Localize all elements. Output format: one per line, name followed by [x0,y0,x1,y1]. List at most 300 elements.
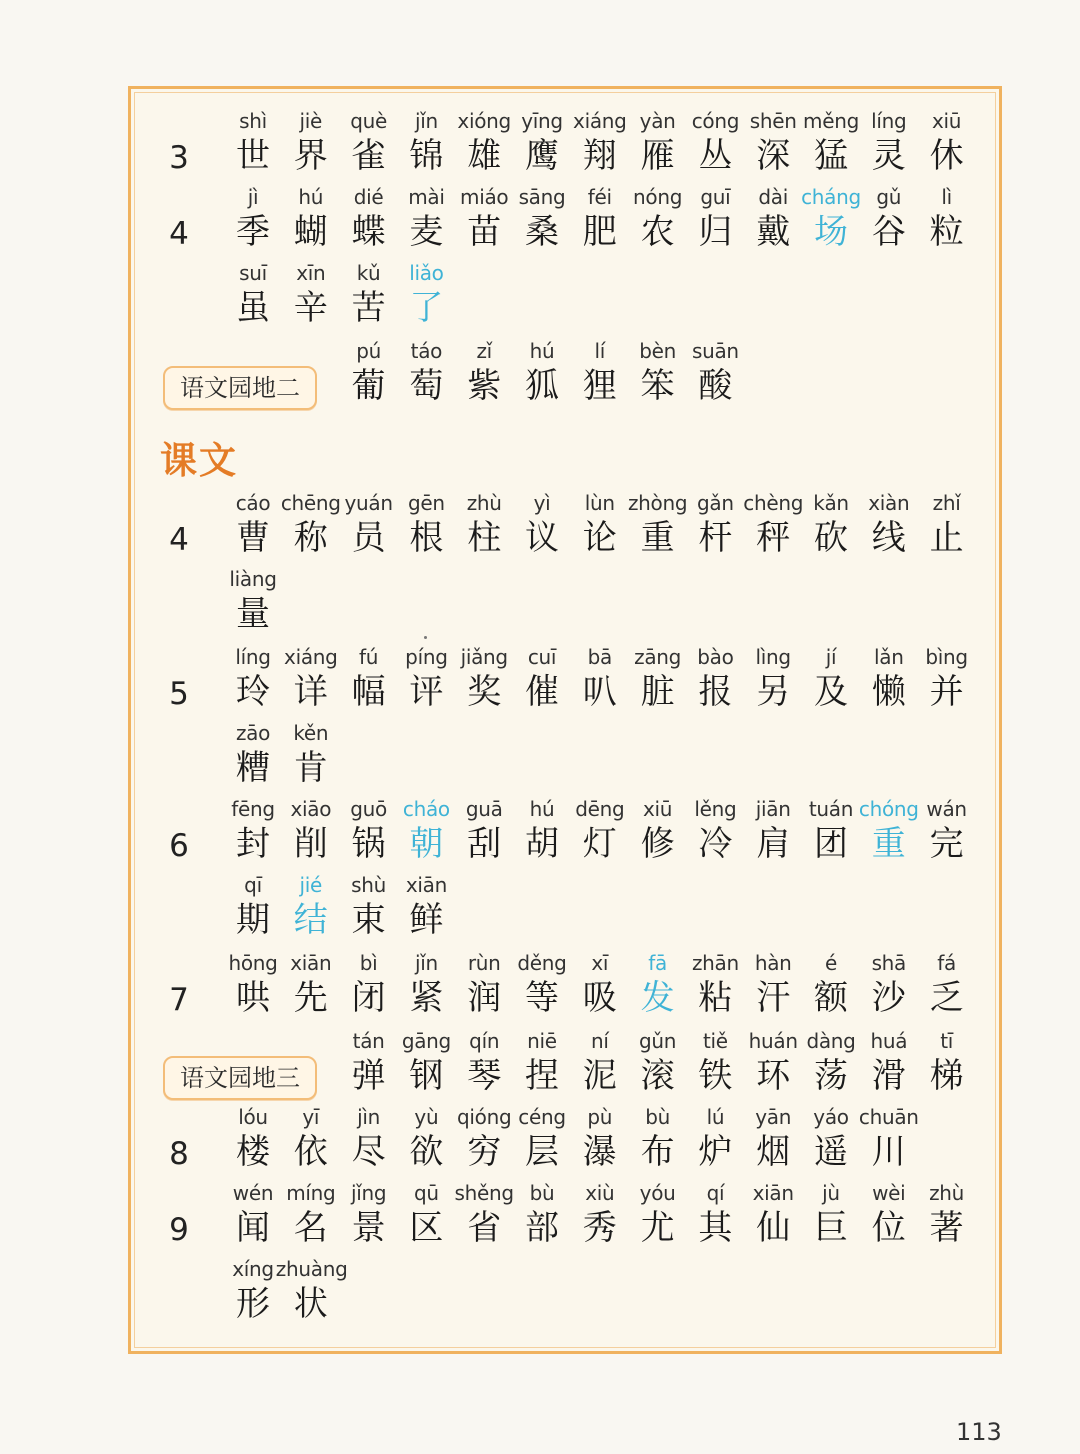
pinyin: měng [803,109,859,133]
hanzi: 额 [814,978,848,1018]
char-cell [854,1104,924,1174]
hanzi: 世 [236,136,270,176]
pinyin: nóng [633,185,683,209]
char-cell [391,872,461,942]
garden-tag: 语文园地二 [163,366,317,410]
hanzi: 先 [293,978,328,1018]
hanzi: 乏 [929,978,964,1018]
hanzi: 蝶 [351,212,386,252]
section-line [0,108,1080,184]
hanzi: 季 [236,212,270,252]
pinyin: qióng [457,1105,512,1129]
hanzi: 苦 [351,288,386,328]
hanzi: 称 [293,518,328,558]
hanzi: 翔 [582,136,617,176]
pinyin: xiū [643,797,673,821]
hanzi: 层 [525,1132,559,1172]
hanzi: 欲 [409,1132,444,1172]
pinyin: děng [517,951,567,975]
hanzi: 紧 [409,978,444,1018]
pinyin: niē [527,1029,557,1053]
pinyin: bù [529,1181,555,1205]
hanzi: 报 [698,672,733,712]
section-line [0,1180,1080,1256]
hanzi: 名 [293,1208,328,1248]
lesson-number: 5 [169,676,189,712]
pinyin: xiān [405,873,447,897]
section-line [0,338,1080,414]
garden-tag: 语文园地三 [163,1056,317,1100]
section-heading: 课文 [160,438,238,482]
hanzi: 奖 [467,672,502,712]
pinyin: xiáng [284,645,338,669]
hanzi: 并 [929,672,964,712]
char-cell [391,260,461,330]
char-cell [912,1028,982,1098]
pinyin: lóu [238,1105,268,1129]
pinyin: xiāo [290,797,332,821]
pinyin: rùn [467,951,501,975]
lesson-number: 4 [169,522,189,558]
hanzi: 叭 [582,672,617,712]
hanzi: 发 [640,978,675,1018]
pinyin: wán [926,797,967,821]
hanzi: 哄 [236,978,270,1018]
hanzi: 萄 [409,366,444,406]
pinyin: féi [587,185,612,209]
char-cell [912,950,982,1020]
hanzi: 依 [293,1132,328,1172]
hanzi: 楼 [236,1132,270,1172]
char-cell [912,796,982,866]
hanzi: 琴 [467,1056,502,1096]
pinyin: hōng [228,951,278,975]
pinyin: lěng [694,797,737,821]
pinyin: wén [232,1181,274,1205]
pinyin: gǔ [876,185,902,209]
pinyin: què [350,109,387,133]
pinyin: yān [755,1105,792,1129]
pinyin: guā [465,797,503,821]
section-line [0,1028,1080,1104]
hanzi: 炉 [698,1132,733,1172]
hanzi: 完 [929,824,964,864]
hanzi: 穷 [467,1132,502,1172]
pinyin: zāo [235,721,271,745]
pinyin: kěn [293,721,329,745]
pinyin: shì [239,109,267,133]
hanzi: 灯 [582,824,617,864]
hanzi: 蝴 [293,212,328,252]
pinyin: jiān [755,797,791,821]
pinyin: jiǎng [460,645,508,669]
pinyin: bào [697,645,734,669]
hanzi: 闭 [351,978,386,1018]
pinyin: jí [825,645,837,669]
char-cell [912,490,982,560]
hanzi: 粘 [698,978,733,1018]
pinyin: tán [352,1029,385,1053]
pinyin: kǎn [813,491,849,515]
pinyin: guī [700,185,731,209]
pinyin: xīn [296,261,326,285]
hanzi: 区 [409,1208,444,1248]
hanzi: 糟 [236,748,270,788]
hanzi: 锦 [409,136,444,176]
pinyin: yīng [521,109,563,133]
hanzi: 虽 [236,288,270,328]
hanzi: 鹰 [525,136,559,176]
pinyin: lǎn [874,645,904,669]
hanzi: 谷 [871,212,906,252]
hanzi: 雄 [467,136,502,176]
pinyin: jǐn [414,951,438,975]
hanzi: 苗 [467,212,502,252]
pinyin: céng [518,1105,566,1129]
hanzi: 省 [467,1208,502,1248]
hanzi: 论 [582,518,617,558]
hanzi: 结 [293,900,328,940]
hanzi: 脏 [640,672,675,712]
pinyin: qín [469,1029,500,1053]
hanzi: 润 [467,978,502,1018]
hanzi: 辛 [293,288,328,328]
hanzi: 狸 [582,366,617,406]
pinyin: hú [298,185,324,209]
pinyin: tiě [702,1029,728,1053]
pinyin: lìng [755,645,791,669]
pinyin: xī [591,951,609,975]
pinyin: xiān [290,951,332,975]
hanzi: 归 [698,212,733,252]
hanzi: 团 [814,824,848,864]
pinyin: líng [235,645,271,669]
char-cell [276,1256,346,1326]
hanzi: 部 [525,1208,559,1248]
section-line [0,490,1080,566]
hanzi: 重 [871,824,906,864]
hanzi: 员 [351,518,386,558]
pinyin: zhù [929,1181,965,1205]
section-line [0,950,1080,1026]
pinyin: jié [299,873,323,897]
hanzi: 止 [929,518,964,558]
hanzi: 朝 [409,824,444,864]
hanzi: 汗 [756,978,791,1018]
pinyin: tī [940,1029,953,1053]
pinyin: hú [529,797,555,821]
hanzi: 吸 [582,978,617,1018]
hanzi: 肩 [756,824,791,864]
pinyin: lí [594,339,606,363]
hanzi: 肥 [582,212,617,252]
pinyin: dài [758,185,788,209]
pinyin: yóu [639,1181,676,1205]
hanzi: 猛 [814,136,848,176]
hanzi: 了 [409,288,444,328]
hanzi: 状 [293,1284,328,1324]
pinyin: ní [590,1029,609,1053]
pinyin: bā [587,645,612,669]
page-number: 113 [956,1418,1002,1446]
hanzi: 其 [698,1208,733,1248]
hanzi: 秤 [756,518,791,558]
lesson-number: 7 [169,982,189,1018]
lesson-number: 4 [169,216,189,252]
pinyin: jì [247,185,259,209]
pinyin: bèn [639,339,676,363]
pinyin: zǐ [476,339,492,363]
pinyin: zhù [466,491,502,515]
hanzi: 刮 [467,824,502,864]
hanzi: 滑 [871,1056,906,1096]
hanzi: 秀 [582,1208,617,1248]
hanzi: 荡 [814,1056,848,1096]
hanzi: 界 [293,136,328,176]
hanzi: 环 [756,1056,791,1096]
pinyin: píng [405,645,448,669]
lesson-number: 8 [169,1136,189,1172]
pinyin: hú [529,339,555,363]
pinyin: zāng [634,645,682,669]
section-line [0,796,1080,872]
hanzi: 梯 [929,1056,964,1096]
pinyin: shēn [749,109,797,133]
section-line [0,1256,1080,1332]
hanzi: 泥 [582,1056,617,1096]
pinyin: zhòng [627,491,688,515]
hanzi: 弹 [351,1056,386,1096]
pinyin: pú [356,339,381,363]
char-cell [912,108,982,178]
pinyin: tuán [808,797,854,821]
hanzi: 催 [525,672,559,712]
section-line [0,260,1080,336]
lesson-number: 6 [169,828,189,864]
hanzi: 烟 [756,1132,791,1172]
hanzi: 束 [351,900,386,940]
hanzi: 仙 [756,1208,791,1248]
section-line [0,644,1080,720]
lesson-number: 9 [169,1212,189,1248]
pinyin: fú [359,645,379,669]
pinyin: xíng [232,1257,274,1281]
pinyin: yuán [344,491,393,515]
pinyin: cuī [527,645,557,669]
pinyin: fá [937,951,956,975]
hanzi: 农 [640,212,675,252]
pinyin: chóng [858,797,919,821]
hanzi: 桑 [525,212,559,252]
hanzi: 位 [871,1208,906,1248]
hanzi: 深 [756,136,791,176]
hanzi: 戴 [756,212,791,252]
hanzi: 鲜 [409,900,444,940]
pinyin: zhān [691,951,739,975]
hanzi: 幅 [351,672,386,712]
hanzi: 著 [929,1208,964,1248]
pinyin: chuān [858,1105,919,1129]
pinyin: liǎo [409,261,444,285]
hanzi: 线 [871,518,906,558]
hanzi: 川 [871,1132,906,1172]
char-cell [912,184,982,254]
hanzi: 锅 [351,824,386,864]
hanzi: 玲 [236,672,270,712]
hanzi: 酸 [698,366,733,406]
hanzi: 量 [236,594,270,634]
pinyin: bù [645,1105,670,1129]
pinyin: sāng [518,185,566,209]
pinyin: chèng [743,491,804,515]
hanzi: 等 [525,978,559,1018]
pinyin: yī [302,1105,320,1129]
section-line [0,872,1080,948]
hanzi: 滚 [640,1056,675,1096]
hanzi: 及 [814,672,848,712]
hanzi: 形 [236,1284,270,1324]
lesson-number: 3 [169,140,189,176]
hanzi: 封 [236,824,270,864]
hanzi: 期 [236,900,270,940]
hanzi: 景 [351,1208,386,1248]
pinyin: xiáng [573,109,627,133]
pinyin: miáo [460,185,509,209]
pinyin: zhuàng [275,1257,348,1281]
pinyin: fā [648,951,667,975]
pinyin: mài [408,185,445,209]
hanzi: 曹 [236,518,270,558]
hanzi: 尽 [351,1132,386,1172]
pinyin: pù [587,1105,613,1129]
pinyin: dēng [575,797,625,821]
hanzi: 修 [640,824,675,864]
pinyin: jù [822,1181,840,1205]
hanzi: 遥 [814,1132,848,1172]
pinyin: qí [706,1181,725,1205]
char-cell [276,720,346,790]
pinyin: kǔ [356,261,381,285]
pinyin: liàng [229,567,277,591]
hanzi: 灵 [871,136,906,176]
pinyin: zhǐ [932,491,961,515]
hanzi: 沙 [871,978,906,1018]
hanzi: 胡 [525,824,559,864]
hanzi: 休 [929,136,964,176]
section-line [0,1104,1080,1180]
pinyin: shā [871,951,907,975]
hanzi: 根 [409,518,444,558]
hanzi: 详 [293,672,328,712]
pinyin: chēng [280,491,341,515]
pinyin: shù [351,873,387,897]
hanzi: 丛 [698,136,733,176]
hanzi: 杆 [698,518,733,558]
pinyin: lú [706,1105,725,1129]
pinyin: é [824,951,837,975]
hanzi: 重 [640,518,675,558]
pinyin: cháo [402,797,450,821]
pinyin: dàng [806,1029,856,1053]
pinyin: xiàn [868,491,910,515]
pinyin: qī [244,873,262,897]
pinyin: dié [353,185,384,209]
pinyin: táo [410,339,443,363]
hanzi: 紫 [467,366,502,406]
pinyin: yàn [639,109,676,133]
pinyin: gāng [401,1029,451,1053]
pinyin: xiū [932,109,962,133]
pinyin: yù [414,1105,439,1129]
hanzi: 另 [756,672,791,712]
hanzi: 钢 [409,1056,444,1096]
hanzi: 麦 [409,212,444,252]
hanzi: 巨 [814,1208,848,1248]
hanzi: 议 [525,518,559,558]
hanzi: 葡 [351,366,386,406]
pinyin: bìng [925,645,968,669]
hanzi: 场 [814,212,848,252]
hanzi: 懒 [871,672,906,712]
pinyin: jǐng [350,1181,387,1205]
pinyin: líng [871,109,907,133]
char-cell [680,338,750,408]
pinyin: suī [239,261,267,285]
pinyin: bì [359,951,378,975]
hanzi: 闻 [236,1208,270,1248]
pinyin: cháng [801,185,861,209]
pinyin: gǎn [697,491,734,515]
hanzi: 狐 [525,366,559,406]
pinyin: huán [748,1029,798,1053]
pinyin: gǔn [639,1029,677,1053]
hanzi: 雁 [640,136,675,176]
pinyin: fēng [231,797,275,821]
pinyin: yáo [813,1105,849,1129]
hanzi: 柱 [467,518,502,558]
pinyin: jìn [357,1105,381,1129]
char-cell [912,1180,982,1250]
pinyin: xióng [457,109,511,133]
hanzi: 铁 [698,1056,733,1096]
hanzi: 冷 [698,824,733,864]
pinyin: suān [691,339,739,363]
pinyin: huá [870,1029,908,1053]
hanzi: 捏 [525,1056,559,1096]
section-line [0,566,1080,642]
pinyin: yì [533,491,551,515]
hanzi: 雀 [351,136,386,176]
pinyin: wèi [872,1181,906,1205]
section-line [0,184,1080,260]
pinyin: qū [414,1181,439,1205]
hanzi: 布 [640,1132,675,1172]
pinyin: guō [350,797,387,821]
pinyin: jǐn [414,109,438,133]
pinyin: cáo [235,491,271,515]
section-line [0,720,1080,796]
hanzi: 肯 [293,748,328,788]
char-cell [218,566,288,636]
pinyin: jiè [299,109,323,133]
hanzi: 笨 [640,366,675,406]
pinyin: xiù [585,1181,615,1205]
pinyin: xiān [752,1181,794,1205]
char-cell [912,644,982,714]
hanzi: 瀑 [582,1132,617,1172]
pinyin: gēn [408,491,445,515]
hanzi: 砍 [814,518,848,558]
